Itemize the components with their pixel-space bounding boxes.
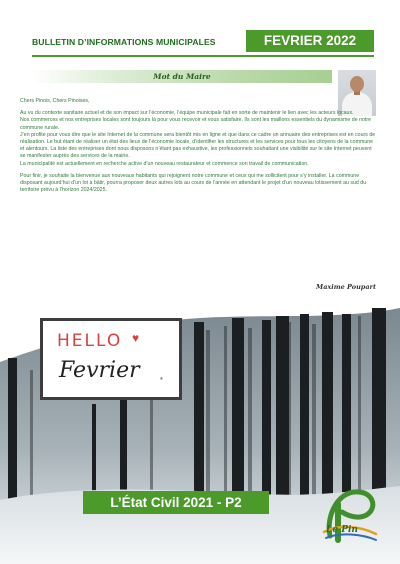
commune-logo	[320, 484, 380, 544]
letter-paragraph: J’en profite pour vous dire que le site Internet de la commune sera bientôt mis en ligne et que dans ce cadre un annuaire des entreprises est en cours de réalisation. Le but étant de réaliser un état des lieux de l’économie locale, d’identifier les structures et les services pour tous les citoyens de la commune et alentours. La liste des entreprises dont nous disposons n’étant pas exhaustive, les professionnels souhaitant une visibilité sur le site Internet peuvent se manifester auprès des services de la mairie.	[20, 131, 376, 160]
issue-month-badge: FEVRIER 2022	[246, 30, 374, 52]
heart-icon: ♥	[132, 331, 140, 345]
mayor-photo-head	[350, 76, 364, 92]
letter-paragraph: Nos commerces et nos entreprises locales sont toujours là pour vous recevoir et vous satisfaire. Ils sont les maillons essentiels du dynamisme de notre commune rurale.	[20, 117, 372, 131]
header-rule	[32, 55, 374, 57]
mayor-signature: Maxime Poupart	[316, 283, 376, 291]
mot-du-maire-band	[32, 70, 332, 83]
fevrier-text: Fevrier	[59, 358, 140, 383]
etat-civil-label: L’État Civil 2021 - P2	[110, 495, 242, 510]
letter-greeting: Chers Pinois, Chers Pinoises,	[20, 98, 90, 104]
hello-card-inner	[43, 321, 179, 397]
registered-mark: ®	[160, 376, 163, 381]
hello-fevrier-card	[40, 318, 182, 400]
letter-paragraph: Pour finir, je souhaite la bienvenue aux nouveaux habitants qui rejoignent notre commune et ceux qui me sollicitent pour s’y installer. La commune disposant aujourd’hui d’un lot à bâtir, pourra proposer deux autres lots au cours de l’année en attendant le projet d’un nouveau lotissement au sud du territoire prévu à l’horizon 2024/2025.	[20, 172, 367, 194]
mot-du-maire-label: Mot du Maire	[153, 72, 211, 81]
etat-civil-banner[interactable]	[83, 491, 269, 514]
commune-logo-text: Le Pin	[326, 525, 358, 535]
letter-paragraph: La municipalité est actuellement en recherche active d’un nouveau restaurateur et commence son travail de communication.	[20, 160, 309, 167]
bulletin-title: BULLETIN D’INFORMATIONS MUNICIPALES	[32, 37, 216, 47]
mayor-letter	[20, 98, 376, 194]
letter-paragraph: Au vu du contexte sanitaire actuel et de son impact sur l’économie, l’équipe municipale fait en sorte de maintenir le lien avec les acteurs locaux.	[20, 110, 354, 117]
hello-text: HELLO	[57, 331, 123, 351]
